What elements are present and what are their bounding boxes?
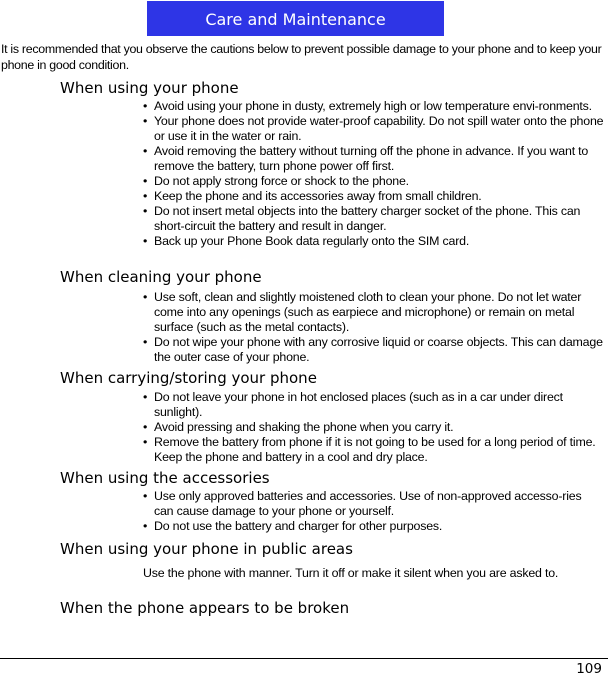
list-item: • Do not insert metal objects into the battery charger socket of the phone. This can short-circuit the battery and result in danger. <box>142 204 604 234</box>
list-item: • Keep the phone and its accessories away from small children. <box>142 189 604 204</box>
list-item: • Avoid using your phone in dusty, extremely high or low temperature envi-ronments. <box>142 99 604 114</box>
list-item: • Use only approved batteries and accessories. Use of non-approved accesso-ries can cause damage to your phone or yourself. <box>142 489 604 519</box>
footer-divider <box>0 658 608 659</box>
list-item: • Use soft, clean and slightly moistened cloth to clean your phone. Do not let water come into any openings (such as earpiece and microphone) or remain on metal surface (such as the metal contacts). <box>142 290 604 335</box>
list-accessories <box>142 489 604 534</box>
list-item: • Do not wipe your phone with any corrosive liquid or coarse objects. This can damage the outer case of your phone. <box>142 335 604 365</box>
list-using-phone <box>142 99 604 249</box>
heading-using-phone: When using your phone <box>60 79 239 97</box>
list-item: • Remove the battery from phone if it is not going to be used for a long period of time. Keep the phone and battery in a cool and dry place. <box>142 435 604 465</box>
heading-accessories: When using the accessories <box>60 469 270 487</box>
section-title-banner: Care and Maintenance <box>147 1 444 36</box>
list-item: • Do not apply strong force or shock to the phone. <box>142 174 604 189</box>
list-item: • Avoid pressing and shaking the phone when you carry it. <box>142 420 604 435</box>
list-cleaning-phone <box>142 290 604 365</box>
list-item: • Your phone does not provide water-proof capability. Do not spill water onto the phone or use it in the water or rain. <box>142 114 604 144</box>
intro-paragraph: It is recommended that you observe the cautions below to prevent possible damage to your phone and to keep your phone in good condition. <box>1 42 602 72</box>
page-number: 109 <box>576 661 602 677</box>
heading-public-areas: When using your phone in public areas <box>60 540 353 558</box>
list-item: • Do not use the battery and charger for other purposes. <box>142 519 604 534</box>
heading-carrying-storing: When carrying/storing your phone <box>60 369 317 387</box>
list-item: • Back up your Phone Book data regularly onto the SIM card. <box>142 234 604 249</box>
heading-cleaning-phone: When cleaning your phone <box>60 268 262 286</box>
list-carrying-storing <box>142 390 604 465</box>
public-areas-paragraph: Use the phone with manner. Turn it off or make it silent when you are asked to. <box>143 566 559 580</box>
list-item: • Avoid removing the battery without turning off the phone in advance. If you want to remove the battery, turn phone power off first. <box>142 144 604 174</box>
heading-phone-broken: When the phone appears to be broken <box>60 599 350 617</box>
list-item: • Do not leave your phone in hot enclosed places (such as in a car under direct sunlight). <box>142 390 604 420</box>
